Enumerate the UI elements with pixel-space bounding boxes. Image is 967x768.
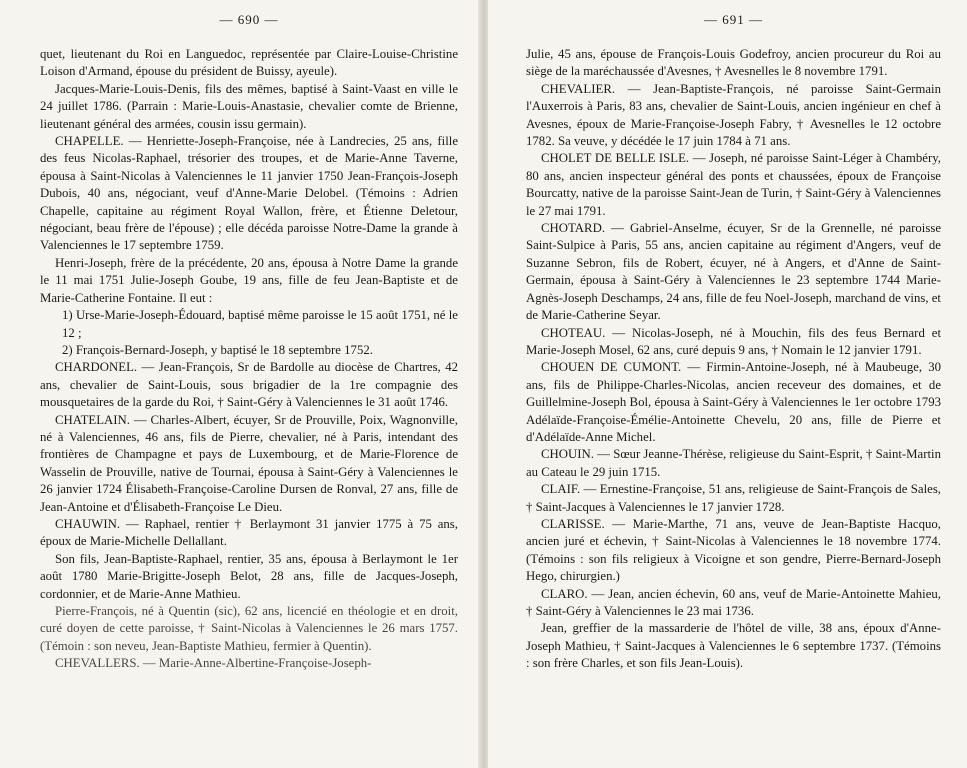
paragraph: Henri-Joseph, frère de la précédente, 20 ans, épousa à Notre Dame la grande le 11 mai 1751 Julie-Joseph Goube, 19 ans, fille de feu Jean-Baptiste et de Marie-Catherine Fontaine. Il eut : bbox=[40, 255, 458, 305]
right-page bbox=[488, 0, 967, 768]
entry-chauwin: CHAUWIN. — Raphael, rentier † Berlaymont 31 janvier 1775 à 75 ans, époux de Marie-Michelle Dellallant. bbox=[40, 516, 458, 549]
entry-chevalier: CHEVALIER. — Jean-Baptiste-François, né paroisse Saint-Germain l'Auxerrois à Paris, 83 ans, chevalier de Saint-Louis, ancien ingénieur en chef à Avesnes, époux de Marie-Françoise-Joseph Fabry, † Avesnelles le 12 octobre 1782. Sa veuve, y décédée le 17 juin 1784 à 71 ans. bbox=[526, 81, 941, 149]
entry-chouen-de-cumont: CHOUEN DE CUMONT. — Firmin-Antoine-Joseph, né à Maubeuge, 30 ans, fils de Philippe-Charles-Nicolas, ancien receveur des domaines, et de Guillelmine-Joseph Bol, épousa à Saint-Géry à Valenciennes le 1er octobre 1793 Adélaïde-Françoise-Émélie-Antoinette Chevelu, 20 ans, fille de Pierre et d'Adélaïde-Anne Michel. bbox=[526, 360, 941, 444]
entry-chapelle: CHAPELLE. — Henriette-Joseph-Françoise, née à Landrecies, 25 ans, fille des feus Nicolas-Raphael, trésorier des troupes, et de Marie-Anne Taverne, épousa à Saint-Nicolas à Valenciennes le 11 janvier 1750 Jean-François-Joseph Dubois, 40 ans, négociant, veuf d'Anne-Marie Delobel. (Témoins : Adrien Chapelle, capitaine au régiment Royal Wallon, frère, et Étienne Deletour, négociant, beau frère de l'épouse) ; elle décéda paroisse Notre-Dame la grande à Valenciennes le 17 septembre 1759. bbox=[40, 134, 458, 253]
entry-claif: CLAIF. — Ernestine-Françoise, 51 ans, religieuse de Saint-François de Sales, † Saint-Jacques à Valenciennes le 17 janvier 1728. bbox=[526, 482, 941, 514]
entry-claro: CLARO. — Jean, ancien échevin, 60 ans, veuf de Marie-Antoinette Mahieu, † Saint-Géry à Valenciennes le 23 mai 1736. bbox=[526, 586, 941, 618]
entry-clarisse: CLARISSE. — Marie-Marthe, 71 ans, veuve de Jean-Baptiste Hacquo, ancien juré et échevin, † Saint-Nicolas à Valenciennes le 18 novembre 1774. (Témoins : son fils religieux à Vicoigne et son gendre, Pierre-Bernard-Joseph Hego, chirurgien.) bbox=[526, 516, 941, 584]
entry-chouin: CHOUIN. — Sœur Jeanne-Thérèse, religieuse du Saint-Esprit, † Saint-Martin au Cateau le 29 juin 1715. bbox=[526, 447, 941, 479]
entry-chatelain: CHATELAIN. — Charles-Albert, écuyer, Sr de Prouville, Poix, Wagnonville, né à Valenciennes, 46 ans, fils de Pierre, chevalier, né à Paris, intendant des frontières de Champagne et pays de Luxembourg, et de Marie-Florence de Wasselin de Prouville, native de Tournai, épousa à Saint-Géry à Valenciennes le 26 janvier 1724 Élisabeth-Françoise-Caroline Dursen de Ronval, 27 ans, fille de Jean-Antoine et d'Élisabeth-Françoise Le Dieu. bbox=[40, 412, 458, 514]
list-item: 2) François-Bernard-Joseph, y baptisé le 18 septembre 1752. bbox=[62, 342, 373, 357]
paragraph: Jacques-Marie-Louis-Denis, fils des mêmes, baptisé à Saint-Vaast en ville le 24 juillet 1786. (Parrain : Marie-Louis-Anastasie, chevalier comte de Brienne, lieutenant général des armées, cousin issu germain). bbox=[40, 81, 458, 131]
paragraph: Pierre-François, né à Quentin (sic), 62 ans, licencié en théologie et en droit, curé doyen de cette paroisse, † Saint-Nicolas à Valenciennes le 26 mars 1757. (Témoin : son neveu, Jean-Baptiste Mathieu, fermier à Quentin). bbox=[40, 604, 458, 653]
left-page bbox=[0, 0, 480, 768]
entry-choteau: CHOTEAU. — Nicolas-Joseph, né à Mouchin, fils des feus Bernard et Marie-Joseph Mosel, 62 ans, curé depuis 9 ans, † Nomain le 12 janvier 1791. bbox=[526, 325, 941, 357]
entry-chardonel: CHARDONEL. — Jean-François, Sr de Bardolle au diocèse de Chartres, 42 ans, chevalier de Saint-Louis, sous brigadier de la 1re compagnie des mousquetaires de la garde du Roi, † Saint-Géry à Valenciennes le 31 août 1746. bbox=[40, 360, 458, 410]
paragraph: Julie, 45 ans, épouse de François-Louis Godefroy, ancien procureur du Roi au siège de la maréchaussée d'Avesnes, † Avesnelles le 8 novembre 1791. bbox=[526, 47, 941, 79]
page-number: — 690 — bbox=[219, 12, 279, 27]
entry-chotard: CHOTARD. — Gabriel-Anselme, écuyer, Sr de la Grennelle, né paroisse Saint-Sulpice à Paris, 55 ans, ancien capitaine au régiment d'Angers, veuf de Suzanne Sebron, fils de Robert, écuyer, né à Angers, et d'Anne de Saint-Germain, épousa à Saint-Géry à Valenciennes le 23 septembre 1744 Marie-Agnès-Joseph Deschamps, 24 ans, fille de feu Noel-Joseph, marchand de vins, et de Marie-Catherine Seyar. bbox=[526, 221, 941, 323]
entry-cholet-de-belle-isle: CHOLET DE BELLE ISLE. — Joseph, né paroisse Saint-Léger à Chambéry, 80 ans, ancien inspecteur général des ponts et chaussées, époux de Françoise Bourcatty, native de la paroisse Saint-Jean de Turin, † Saint-Géry à Valenciennes le 27 mai 1791. bbox=[526, 151, 941, 218]
paragraph: quet, lieutenant du Roi en Languedoc, représentée par Claire-Louise-Christine Loison d'Armand, épouse du président de Buissy, ayeule). bbox=[40, 47, 458, 79]
entry-chevallers: CHEVALLERS. — Marie-Anne-Albertine-Françoise-Joseph- bbox=[55, 656, 372, 671]
page-number: — 691 — bbox=[704, 12, 763, 27]
list-item: 1) Urse-Marie-Joseph-Édouard, baptisé même paroisse le 15 août 1751, né le 12 ; bbox=[62, 308, 458, 340]
paragraph: Jean, greffier de la massarderie de l'hôtel de ville, 38 ans, époux d'Anne-Joseph Mathieu, † Saint-Jacques à Valenciennes le 6 septembre 1737. (Témoins : son frère Charles, et son fils Jean-Louis). bbox=[526, 621, 941, 671]
paragraph: Son fils, Jean-Baptiste-Raphael, rentier, 35 ans, épousa à Berlaymont le 1er août 1780 Marie-Brigitte-Joseph Belot, 28 ans, fille de Jacques-Joseph, cordonnier, et de Marie-Anne Mathieu. bbox=[40, 551, 458, 601]
